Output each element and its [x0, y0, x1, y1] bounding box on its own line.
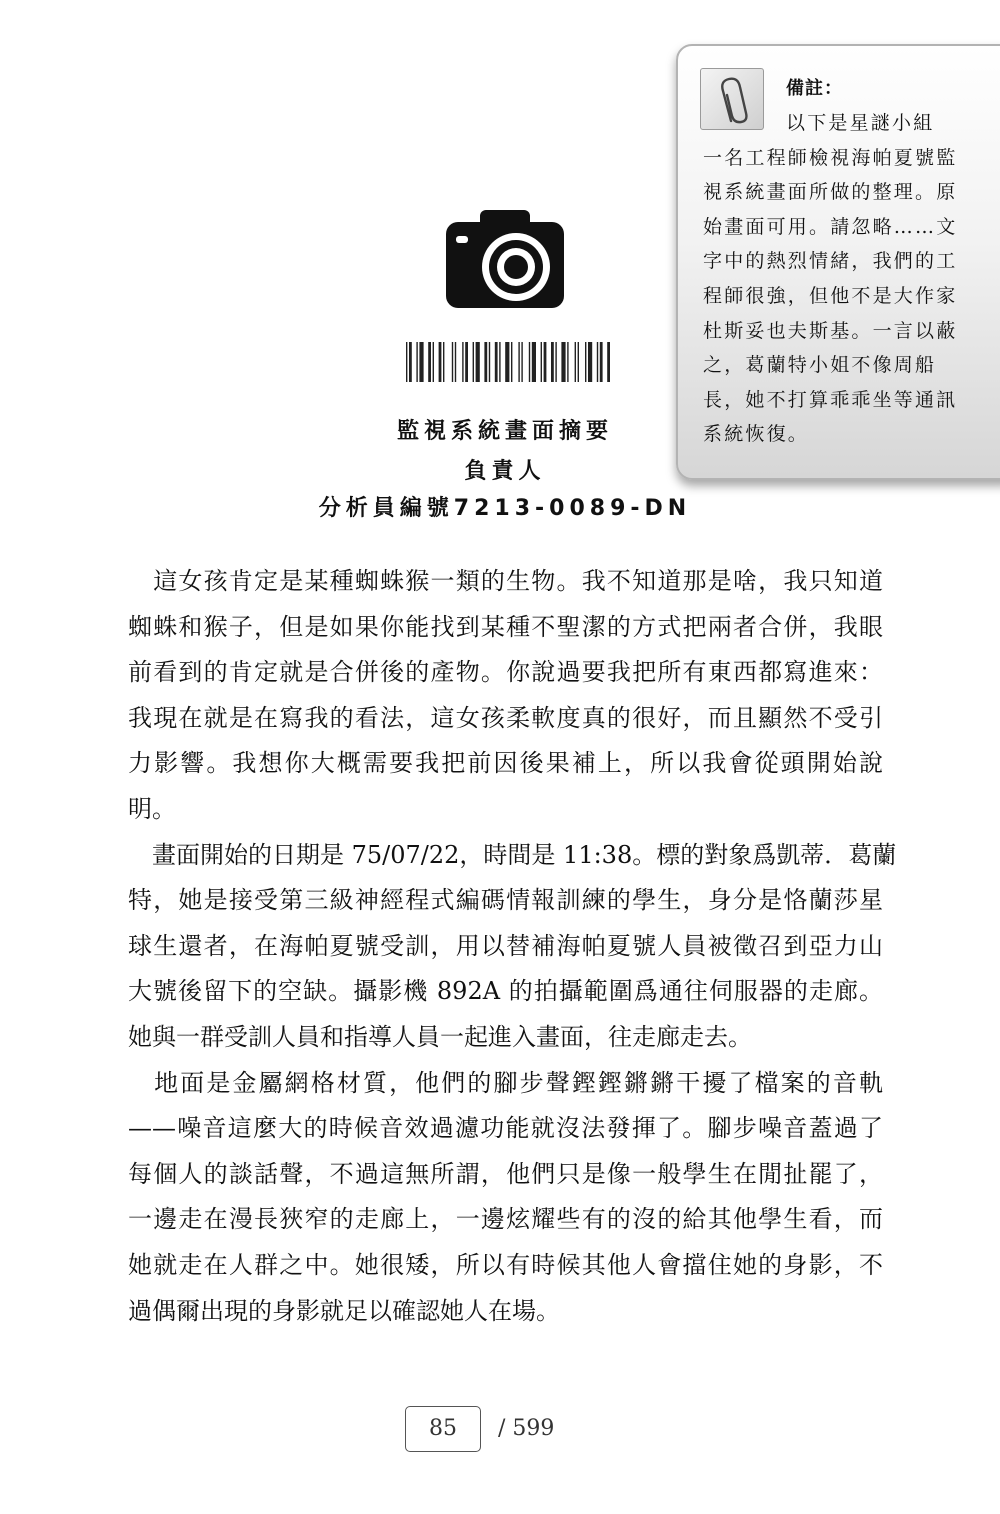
page-total: / 599 — [498, 1416, 555, 1441]
body-line: 蜘蛛和猴子，但是如果你能找到某種不聖潔的方式把兩者合併，我眼 — [128, 612, 883, 641]
barcode-icon — [404, 342, 614, 384]
note-line: 長，她不打算乖乖坐等通訊 — [703, 388, 958, 411]
note-line: 以下是星謎小組 — [786, 112, 935, 134]
body-line: 我現在就是在寫我的看法，這女孩柔軟度真的很好，而且顯然不受引 — [128, 703, 883, 732]
note-line: 一名工程師檢視海帕夏號監 — [703, 146, 958, 169]
note-line: 杜斯妥也夫斯基。一言以蔽 — [703, 319, 958, 342]
body-line: 她就走在人群之中。她很矮，所以有時候其他人會擋住她的身影，不 — [128, 1251, 883, 1279]
note-line: 程師很強，但他不是大作家 — [703, 285, 958, 307]
body-line: 這女孩肯定是某種蜘蛛猴一類的生物。我不知道那是啥，我只知道 — [128, 567, 883, 595]
body-line: 特，她是接受第三級神經程式編碼情報訓練的學生，身分是恪蘭莎星 — [128, 886, 883, 915]
body-line: 一邊走在漫長狹窄的走廊上，一邊炫耀些有的沒的給其他學生看，而 — [128, 1205, 883, 1234]
body-line: 畫面開始的日期是 75/07/22，時間是 11:38。標的對象爲凱蒂．葛蘭 — [128, 840, 897, 869]
body-line: 過偶爾出現的身影就足以確認她人在場。 — [128, 1296, 560, 1325]
page-number-box[interactable]: 85 — [405, 1406, 481, 1452]
body-line: ——噪音這麼大的時候音效過濾功能就沒法發揮了。腳步噪音蓋過了 — [128, 1114, 883, 1143]
note-line: 始畫面可用。請忽略……文 — [703, 215, 958, 238]
note-line: 系統恢復。 — [703, 423, 810, 446]
body-line: 球生還者，在海帕夏號受訓，用以替補海帕夏號人員被徵召到亞力山 — [128, 931, 883, 960]
body-line: 地面是金屬網格材質，他們的腳步聲鏗鏗鏘鏘干擾了檔案的音軌 — [128, 1068, 883, 1097]
analyst-id: 分析員編號7213-0089-DN — [318, 496, 692, 521]
summary-title: 監視系統畫面摘要 — [396, 419, 613, 444]
note-line: 之，葛蘭特小姐不像周船 — [703, 354, 937, 377]
body-line: 明。 — [128, 795, 176, 823]
note-line: 視系統畫面所做的整理。原 — [703, 181, 958, 204]
camera-icon — [444, 210, 566, 310]
responsible-label: 負責人 — [464, 459, 546, 484]
note-line: 字中的熱烈情緒，我們的工 — [703, 250, 958, 273]
body-line: 前看到的肯定就是合併後的產物。你說過要我把所有東西都寫進來： — [128, 658, 883, 687]
note-title: 備註： — [786, 78, 843, 99]
body-line: 她與一群受訓人員和指導人員一起進入畫面，往走廊走去。 — [128, 1023, 752, 1051]
body-line: 每個人的談話聲，不過這無所謂，他們只是像一般學生在閒扯罷了， — [128, 1159, 883, 1188]
body-line: 大號後留下的空缺。攝影機 892A 的拍攝範圍爲通往伺服器的走廊。 — [128, 977, 883, 1006]
body-line: 力影響。我想你大概需要我把前因後果補上，所以我會從頭開始說 — [128, 749, 883, 778]
paperclip-icon — [700, 68, 764, 130]
